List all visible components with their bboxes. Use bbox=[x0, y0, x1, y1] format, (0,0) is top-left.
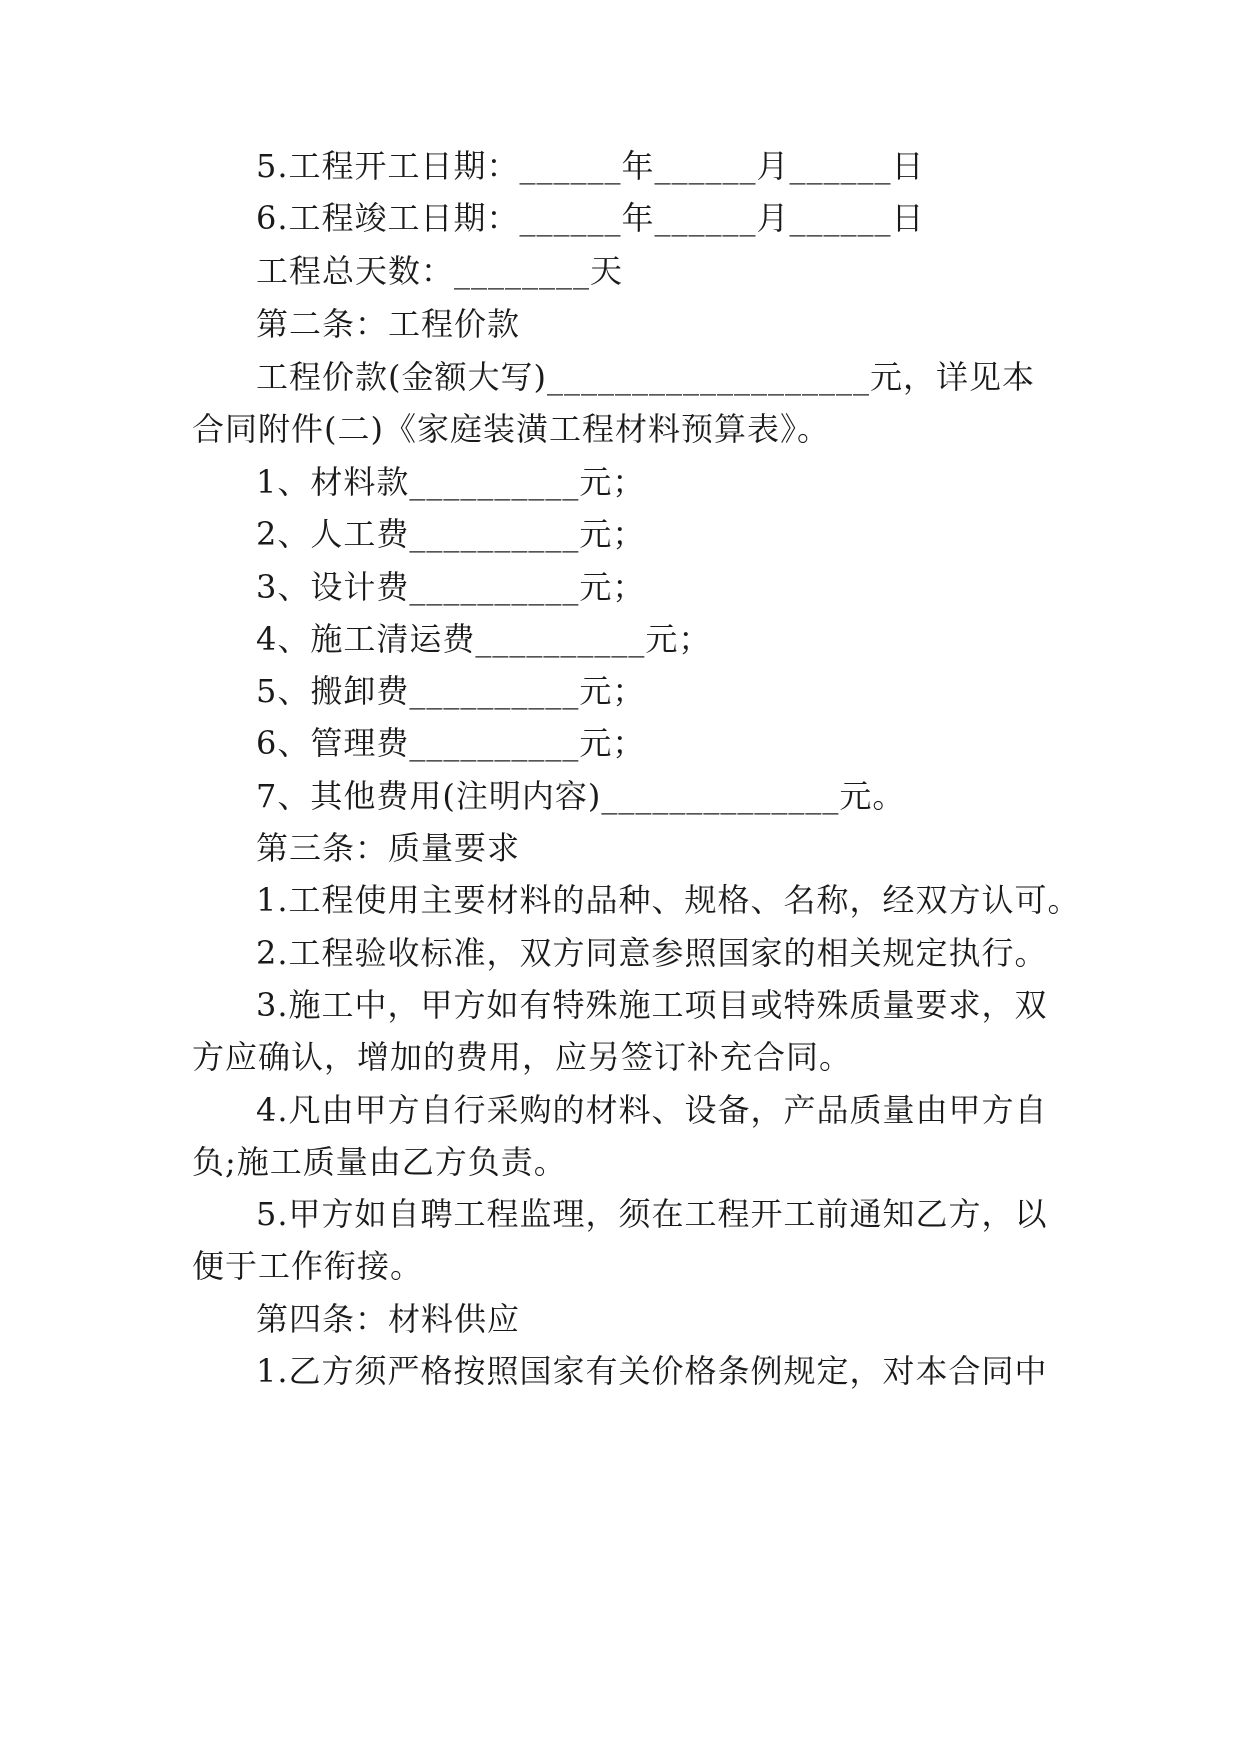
quality-item-5-line-1: 5.甲方如自聘工程监理，须在工程开工前通知乙方，以 bbox=[256, 1195, 1048, 1233]
section-heading-2: 第二条：工程价款 bbox=[256, 305, 521, 343]
list-item-management-fee: 6、管理费__________元； bbox=[256, 724, 646, 762]
quality-item-4-line-1: 4.凡由甲方自行采购的材料、设备，产品质量由甲方自 bbox=[256, 1091, 1048, 1129]
list-item-material-fee: 1、材料款__________元； bbox=[256, 463, 646, 501]
quality-item-3-line-2: 方应确认，增加的费用，应另签订补充合同。 bbox=[192, 1038, 853, 1076]
material-item-1-line-1: 1.乙方须严格按照国家有关价格条例规定，对本合同中 bbox=[256, 1352, 1048, 1390]
text-line-completion-date: 6.工程竣工日期：______年______月______日 bbox=[256, 199, 925, 237]
quality-item-1: 1.工程使用主要材料的品种、规格、名称，经双方认可。 bbox=[256, 881, 1081, 919]
text-line-price-amount: 工程价款(金额大写)___________________元，详见本 bbox=[256, 358, 1035, 396]
section-heading-3: 第三条：质量要求 bbox=[256, 829, 521, 867]
list-item-labor-fee: 2、人工费__________元； bbox=[256, 515, 646, 553]
list-item-other-fee: 7、其他费用(注明内容)______________元。 bbox=[256, 777, 906, 815]
quality-item-4-line-2: 负;施工质量由乙方负责。 bbox=[192, 1143, 567, 1181]
quality-item-3-line-1: 3.施工中，甲方如有特殊施工项目或特殊质量要求，双 bbox=[256, 986, 1048, 1024]
text-line-price-attachment: 合同附件(二)《家庭装潢工程材料预算表》。 bbox=[192, 410, 830, 448]
text-line-total-days: 工程总天数：________天 bbox=[256, 252, 624, 290]
text-line-start-date: 5.工程开工日期：______年______月______日 bbox=[256, 147, 925, 185]
quality-item-5-line-2: 便于工作衔接。 bbox=[192, 1247, 424, 1285]
list-item-design-fee: 3、设计费__________元； bbox=[256, 568, 646, 606]
list-item-cleanup-fee: 4、施工清运费__________元； bbox=[256, 620, 712, 658]
section-heading-4: 第四条：材料供应 bbox=[256, 1300, 521, 1338]
list-item-moving-fee: 5、搬卸费__________元； bbox=[256, 672, 646, 710]
quality-item-2: 2.工程验收标准，双方同意参照国家的相关规定执行。 bbox=[256, 934, 1048, 972]
